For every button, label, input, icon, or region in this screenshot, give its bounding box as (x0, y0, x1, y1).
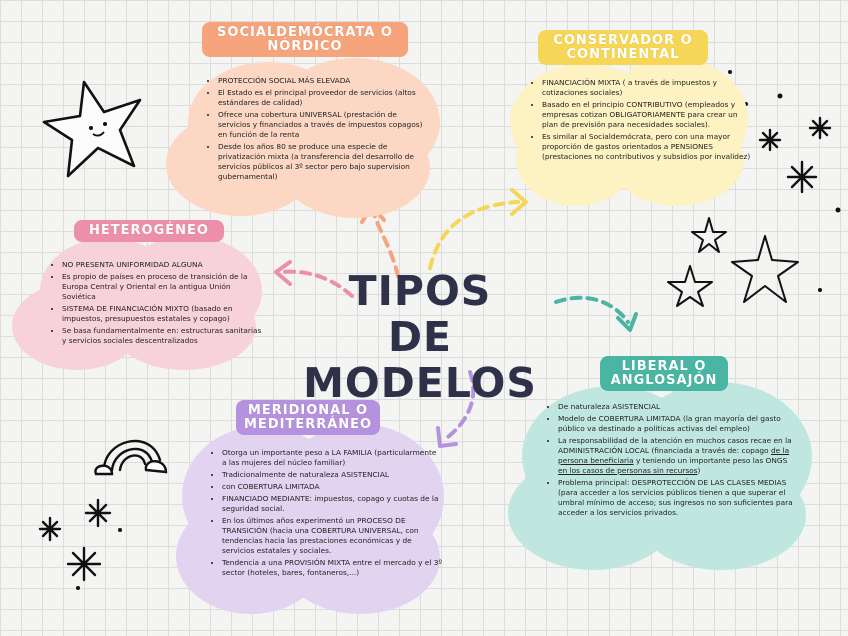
list-item: • Es propio de países en proceso de transición de la Europa Central y Oriental en la antigua Unión Soviética (62, 272, 266, 302)
list-item: • Basado en el principio CONTRIBUTIVO (empleados y empresas cotizan OBLIGATORIAMENTE para crear un plan de previsión para necesidades sociales). (542, 100, 752, 130)
tag-socialdemocrata: SOCIALDEMÓCRATA O NÓRDICO (202, 22, 408, 57)
list-heterogeneo (50, 260, 266, 348)
list-item: • Se basa fundamentalmente en: estructuras sanitarias y servicios sociales descentralizados (62, 326, 266, 346)
list-item: • En los últimos años experimentó un PROCESO DE TRANSICIÓN (hacia una COBERTURA UNIVERSAL, con tendencias hacia las prestaciones económicas y de servicios estatales y sociales. (222, 516, 442, 556)
model-meridional (176, 403, 446, 616)
list-socialdemocrata (206, 76, 424, 184)
dot-icon (836, 208, 841, 213)
list-item: • SISTEMA DE FINANCIACIÓN MIXTO (basado en impuestos, presupuestos estatales y copago) (62, 304, 266, 324)
list-item: • con COBERTURA LIMITADA (222, 482, 442, 492)
page-title (270, 268, 570, 406)
title-line-1: TIPOS (348, 267, 492, 315)
list-item (558, 436, 796, 476)
list-item-text: La responsabilidad de la atención en muchos casos recae en la ADMINISTRACIÓN LOCAL (financiada a través de: copago (558, 436, 792, 455)
sparkle-icon (40, 518, 60, 540)
list-item: • Otorga un importante peso a LA FAMILIA (particularmente a las mujeres del núcleo familiar) (222, 448, 442, 468)
list-item: • FINANCIADO MEDIANTE: impuestos, copago y cuotas de la seguridad social. (222, 494, 442, 514)
tag-heterogeneo: HETEROGÉNEO (74, 220, 224, 242)
sparkle-icon (788, 162, 816, 192)
list-item: • Desde los años 80 se produce una especie de privatización mixta (a transferencia del desarrollo de servicios públicos al 3º sector pero bajo supervision gubernamental) (218, 142, 424, 182)
sparkle-icon (760, 130, 780, 150)
underlined-text: de la persona beneficiaria (558, 446, 790, 465)
sparkle-icon (810, 118, 830, 138)
tag-meridional: MERIDIONAL O MEDITERRÁNEO (236, 400, 380, 435)
list-item: • Es similar al Socialdemócrata, pero con una mayor proporción de gastos orientados a PENSIONES (prestaciones no contributivos y subsidios por invalidez) (542, 132, 752, 162)
model-conservador (500, 33, 751, 210)
list-item-text: y teniendo un importante peso las ONGS (633, 456, 788, 465)
dot-icon (76, 586, 80, 590)
list-item: • De naturaleza ASISTENCIAL (558, 402, 796, 412)
list-item: • El Estado es el principal proveedor de servicios (altos estándares de calidad) (218, 88, 424, 108)
list-item: • NO PRESENTA UNIFORMIDAD ALGUNA (62, 260, 266, 270)
sparkle-icon (68, 548, 100, 580)
dot-icon (818, 288, 822, 292)
star-icon (668, 266, 712, 306)
model-heterogeneo (12, 223, 266, 372)
dot-icon (778, 94, 783, 99)
tag-liberal: LIBERAL O ANGLOSAJÓN (600, 356, 728, 391)
underlined-text: en los casos de personas sin recursos (558, 466, 698, 475)
list-liberal (546, 402, 796, 520)
list-item: • Modelo de COBERTURA LIMITADA (la gran mayoría del gasto público va destinado a políticas activas del empleo) (558, 414, 796, 434)
tag-conservador: CONSERVADOR O CONTINENTAL (538, 30, 708, 65)
star-face-icon (44, 82, 140, 176)
sparkle-icon (86, 500, 110, 526)
title-line-2: DE MODELOS (303, 313, 537, 407)
list-item-text: ) (697, 466, 701, 475)
arrow-to-conservador (430, 202, 518, 268)
rainbow-icon (95, 441, 166, 474)
list-item: • Problema principal: DESPROTECCIÓN DE LAS CLASES MEDIAS (para acceder a los servicios públicos tienen a que superar el umbral mínimo de acceso; sus ingresos no son suficientes para acceder a los servicios privados. (558, 478, 796, 518)
list-item: • Ofrece una cobertura UNIVERSAL (prestación de servicios y financiados a través de impuestos copagos) en función de la renta (218, 110, 424, 140)
list-item: • Tradicionalmente de naturaleza ASISTENCIAL (222, 470, 442, 480)
dot-icon (118, 528, 122, 532)
list-conservador (530, 78, 752, 164)
star-icon (692, 218, 726, 252)
star-icon (732, 236, 798, 302)
list-meridional (210, 448, 442, 580)
list-item: • PROTECCIÓN SOCIAL MÁS ELEVADA (218, 76, 424, 86)
model-socialdemocrata (160, 25, 442, 218)
list-item: • Tendencia a una PROVISIÓN MIXTA entre el mercado y el 3º sector (hoteles, bares, fontaneros,...) (222, 558, 442, 578)
list-item: • FINANCIACIÓN MIXTA ( a través de impuestos y cotizaciones sociales) (542, 78, 752, 98)
